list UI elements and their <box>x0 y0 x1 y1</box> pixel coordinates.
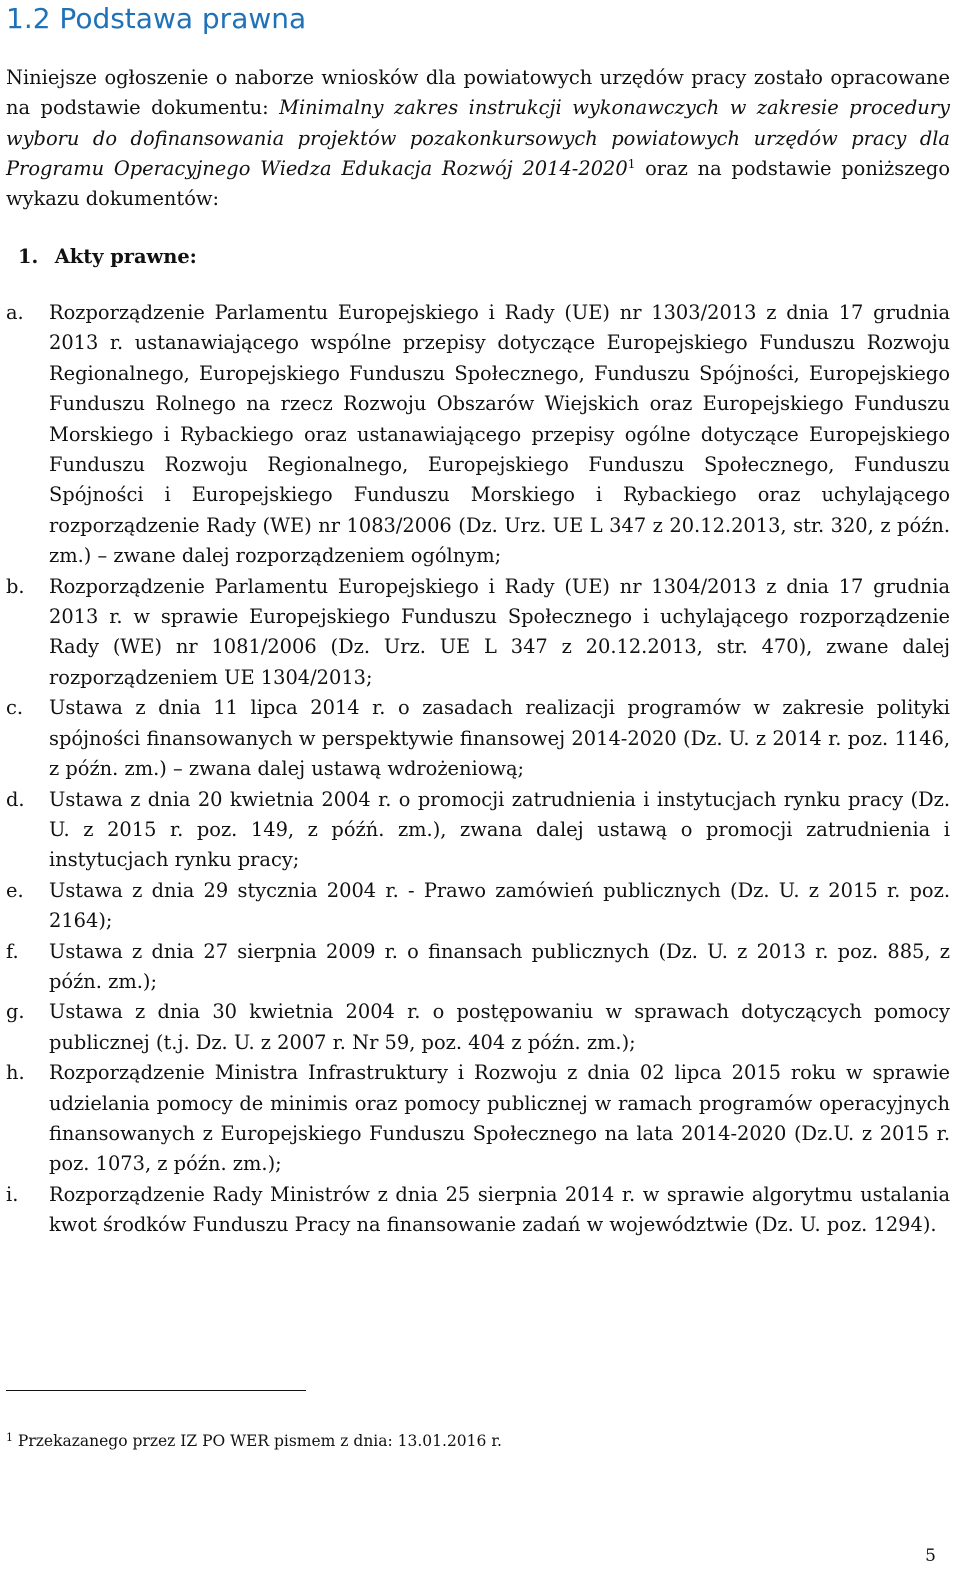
list-item <box>6 997 950 1058</box>
list-marker: h. <box>6 1061 25 1085</box>
intro-text-end: oraz na podstawie poniższego wykazu dokumentów: <box>6 156 950 211</box>
list-item <box>6 937 950 998</box>
intro-text-start: Niniejsze ogłoszenie o naborze wniosków dla powiatowych urzędów pracy zostało opracowane na podstawie dokumentu: <box>6 66 950 120</box>
list-item <box>6 298 950 572</box>
list-marker: i. <box>6 1182 19 1206</box>
list-item-text: Rozporządzenie Rady Ministrów z dnia 25 sierpnia 2014 r. w sprawie algorytmu ustalania kwot środków Funduszu Pracy na finansowanie zadań w województwie (Dz. U. poz. 1294). <box>49 1182 950 1237</box>
list-item <box>6 1180 950 1241</box>
footnote-text: Przekazanego przez IZ PO WER pismem z dnia: 13.01.2016 r. <box>13 1432 502 1450</box>
list-marker: b. <box>6 574 25 598</box>
list-item <box>6 876 950 937</box>
subsection-heading <box>18 242 197 272</box>
intro-paragraph <box>6 63 950 214</box>
list-item-text: Ustawa z dnia 11 lipca 2014 r. o zasadach realizacji programów w zakresie polityki spójności finansowanych w perspektywie finansowej 2014-2020 (Dz. U. z 2014 r. poz. 1146, z późn. zm.) – zwana dalej ustawą wdrożeniową; <box>49 696 950 781</box>
section-heading: 1.2 Podstawa prawna <box>6 2 307 35</box>
list-item <box>6 785 950 876</box>
list-item-text: Ustawa z dnia 29 stycznia 2004 r. - Prawo zamówień publicznych (Dz. U. z 2015 r. poz. 2164); <box>49 878 950 933</box>
page-number: 5 <box>925 1546 936 1566</box>
legal-acts-list <box>6 298 950 1241</box>
list-item-text: Rozporządzenie Ministra Infrastruktury i Rozwoju z dnia 02 lipca 2015 roku w sprawie udzielania pomocy de minimis oraz pomocy publicznej w ramach programów operacyjnych finansowanych z Europejskiego Funduszu Społecznego na lata 2014-2020 (Dz.U. z 2015 r. poz. 1073, z późn. zm.); <box>49 1061 950 1176</box>
source-document-title: Minimalny zakres instrukcji wykonawczych w zakresie procedury wyboru do dofinansowania projektów pozakonkursowych powiatowych urzędów pracy dla Programu Operacyjnego Wiedza Edukacja Rozwój 2014-2020 <box>6 96 951 180</box>
footnote-number: 1 <box>6 1431 13 1444</box>
footnote-reference[interactable]: 1 <box>627 156 636 171</box>
list-marker: a. <box>6 301 24 324</box>
footnote-separator <box>6 1390 306 1391</box>
list-item <box>6 693 950 784</box>
list-item-text: Ustawa z dnia 30 kwietnia 2004 r. o postępowaniu w sprawach dotyczących pomocy publicznej (t.j. Dz. U. z 2007 r. Nr 59, poz. 404 z późn. zm.); <box>49 1000 950 1054</box>
subsection-number: 1. <box>18 245 39 268</box>
list-item-text: Ustawa z dnia 20 kwietnia 2004 r. o promocji zatrudnienia i instytucjach rynku pracy (Dz. U. z 2015 r. poz. 149, z późń. zm.), zwana dalej ustawą o promocji zatrudnienia i instytucjach rynku pracy; <box>49 787 950 872</box>
list-marker: g. <box>6 1000 25 1024</box>
list-marker: f. <box>6 939 19 963</box>
list-marker: c. <box>6 696 24 720</box>
subsection-label: Akty prawne: <box>54 245 197 268</box>
list-marker: d. <box>6 787 25 811</box>
list-marker: e. <box>6 878 24 902</box>
list-item <box>6 1058 950 1180</box>
footnote <box>6 1430 502 1452</box>
list-item <box>6 572 950 694</box>
list-item-text: Rozporządzenie Parlamentu Europejskiego i Rady (UE) nr 1304/2013 z dnia 17 grudnia 2013 r. w sprawie Europejskiego Funduszu Społecznego i uchylającego rozporządzenie Rady (WE) nr 1081/2006 (Dz. Urz. UE L 347 z 20.12.2013, str. 470), zwane dalej rozporządzeniem UE 1304/2013; <box>49 574 950 689</box>
list-item-text: Rozporządzenie Parlamentu Europejskiego i Rady (UE) nr 1303/2013 z dnia 17 grudnia 2013 r. ustanawiającego wspólne przepisy dotyczące Europejskiego Funduszu Rozwoju Regionalnego, Europejskiego Funduszu Społecznego, Funduszu Spójności, Europejskiego Funduszu Rolnego na rzecz Rozwoju Obszarów Wiejskich oraz Europejskiego Funduszu Morskiego i Rybackiego oraz ustanawiającego przepisy ogólne dotyczące Europejskiego Funduszu Rozwoju Regionalnego, Europejskiego Funduszu Społecznego, Funduszu Spójności i Europejskiego Funduszu Morskiego i Rybackiego oraz uchylającego rozporządzenie Rady (WE) nr 1083/2006 (Dz. Urz. UE L 347 z 20.12.2013, str. 320, z późn. zm.) – zwane dalej rozporządzeniem ogólnym; <box>49 301 950 568</box>
list-item-text: Ustawa z dnia 27 sierpnia 2009 r. o finansach publicznych (Dz. U. z 2013 r. poz. 885, z późn. zm.); <box>49 939 950 993</box>
